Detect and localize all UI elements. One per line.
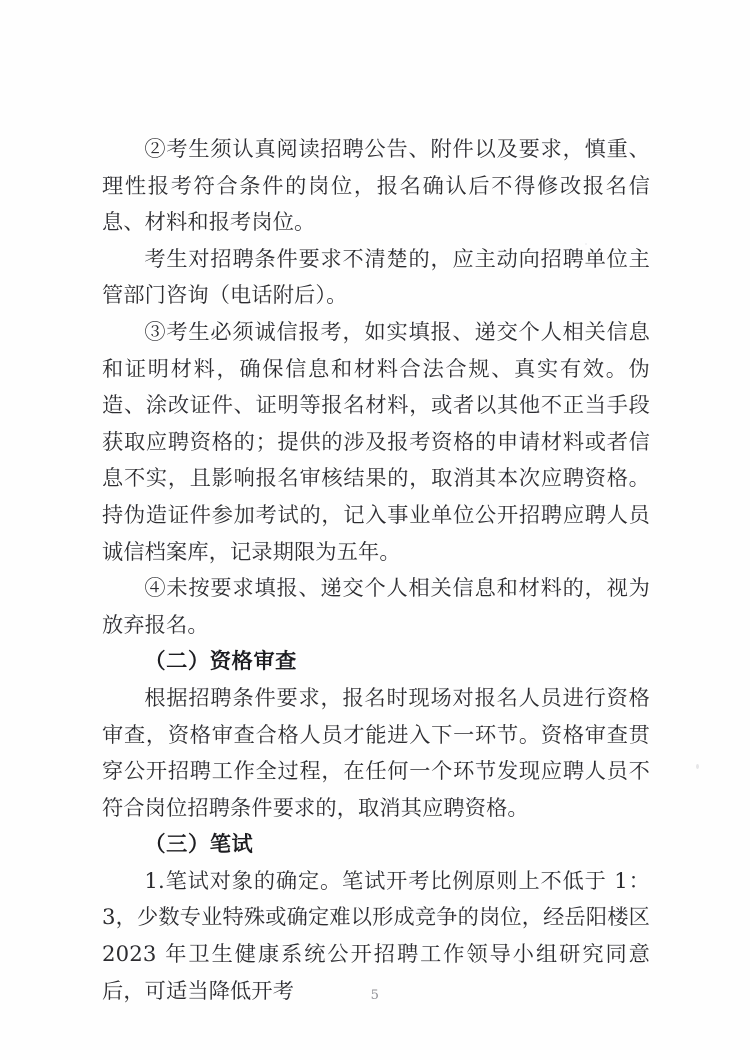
paragraph-item-4: ④未按要求填报、递交个人相关信息和材料的，视为放弃报名。 [102,575,650,637]
scan-artifact-speck [318,364,320,366]
paragraph-written-exam-1: 1.笔试对象的确定。笔试开考比例原则上不低于 1：3，少数专业特殊或确定难以形成竞争的岗位，经岳阳楼区 2023 年卫生健康系统公开招聘工作领导小组研究同意后，可适当降低开考 [102,867,650,1003]
paragraph-item-3: ③考生必须诚信报考，如实填报、递交个人相关信息和证明材料，确保信息和材料合法合规、真实有效。伪造、涂改证件、证明等报名材料，或者以其他不正当手段获取应聘资格的；提供的涉及报考资格的申请材料或者信息不实，且影响报名审核结果的，取消其本次应聘资格。持伪造证件参加考试的，记入事业单位公开招聘应聘人员诚信档案库，记录期限为五年。 [102,318,650,564]
scan-artifact-speck [585,243,587,245]
paragraph-item-2: ②考生须认真阅读招聘公告、附件以及要求，慎重、理性报考符合条件的岗位，报名确认后不得修改报名信息、材料和报考岗位。 [102,136,650,235]
paragraph-qualification-review: 根据招聘条件要求，报名时现场对报名人员进行资格审查，资格审查合格人员才能进入下一环节。资格审查贯穿公开招聘工作全过程，在任何一个环节发现应聘人员不符合岗位招聘条件要求的，取消其应聘资格。 [102,684,650,820]
page-number: 5 [370,988,380,1003]
scan-artifact-speck [696,764,699,769]
section-heading-qualification-review: （二）资格审查 [144,648,297,674]
document-body [102,131,650,1009]
paragraph-consult: 考生对招聘条件要求不清楚的，应主动向招聘单位主管部门咨询（电话附后）。 [102,245,650,308]
section-heading-written-exam: （三）笔试 [144,831,254,857]
